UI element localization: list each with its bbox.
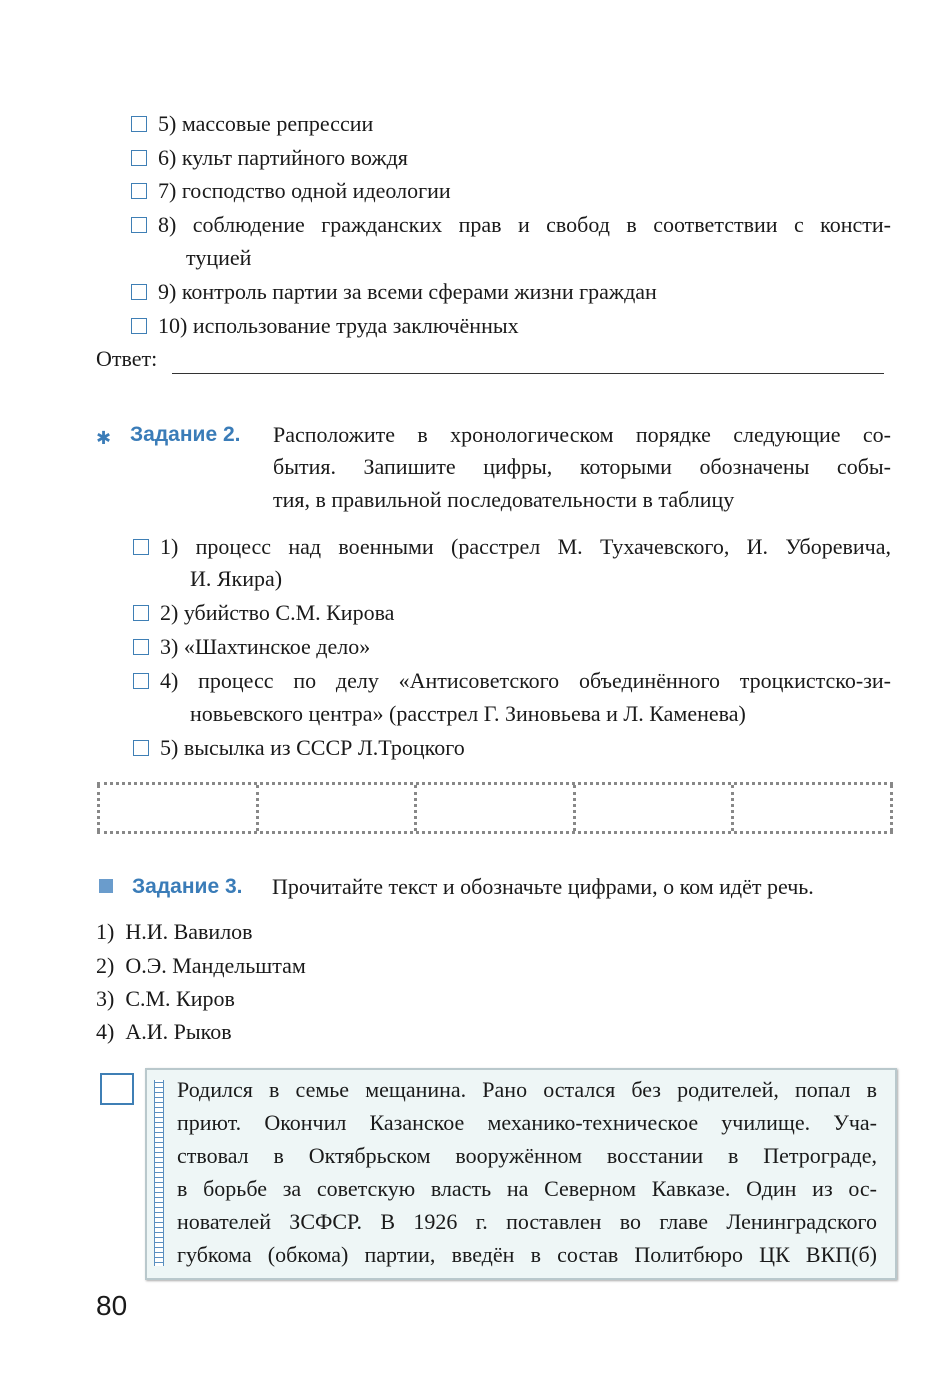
checkbox-item-6[interactable]: [131, 150, 147, 166]
answer-cell-1[interactable]: [97, 785, 256, 831]
list-item-continuation: И. Якира): [190, 566, 283, 591]
text-line: в борьбе за советскую власть на Северном Кавказе. Один из ос-: [177, 1176, 877, 1201]
checkbox-item-5[interactable]: [131, 116, 147, 132]
asterisk-icon: ✱: [96, 428, 112, 448]
list-item: 10) использование труда заключённых: [158, 313, 519, 338]
list-item: 9) контроль партии за всеми сферами жизни граждан: [158, 279, 657, 304]
text-line: Родился в семье мещанина. Рано остался без родителей, попал в: [177, 1077, 877, 1102]
list-item: 7) господство одной идеологии: [158, 178, 451, 203]
task3-instruction: Прочитайте текст и обозначьте цифрами, о ком идёт речь.: [272, 874, 814, 899]
text-line: приют. Окончил Казанское механико-техническое училище. Уча-: [177, 1110, 877, 1135]
list-item: 3) «Шахтинское дело»: [160, 634, 371, 659]
list-item: 4) процесс по делу «Антисоветского объединённого троцкистско-зи-: [160, 668, 891, 693]
checkbox-item-10[interactable]: [131, 318, 147, 334]
list-item: 1) процесс над военными (расстрел М. Тухачевского, И. Уборевича,: [160, 534, 891, 559]
text-box: [145, 1068, 897, 1280]
list-item: 5) высылка из СССР Л.Троцкого: [160, 735, 465, 760]
checkbox-item-7[interactable]: [131, 183, 147, 199]
square-marker-icon: [99, 879, 113, 893]
answer-cell-3[interactable]: [414, 785, 573, 831]
option-item: 4) А.И. Рыков: [96, 1019, 232, 1044]
checkbox-event-1[interactable]: [133, 539, 149, 555]
task2-instruction: бытия. Запишите цифры, которыми обозначены собы-: [273, 454, 891, 479]
option-item: 2) О.Э. Мандельштам: [96, 953, 306, 978]
list-item: 6) культ партийного вождя: [158, 145, 408, 170]
dotted-margin-decoration: [154, 1080, 164, 1266]
checkbox-event-4[interactable]: [133, 673, 149, 689]
answer-label: Ответ:: [96, 346, 158, 371]
task2-title: Задание 2.: [130, 423, 241, 446]
checkbox-event-2[interactable]: [133, 605, 149, 621]
checkbox-event-3[interactable]: [133, 639, 149, 655]
option-item: 1) Н.И. Вавилов: [96, 919, 253, 944]
list-item-continuation: туцией: [186, 245, 252, 270]
text-line: нователей ЗСФСР. В 1926 г. поставлен во главе Ленинградского: [177, 1209, 877, 1234]
checkbox-item-8[interactable]: [131, 217, 147, 233]
answer-cell-4[interactable]: [573, 785, 732, 831]
text-line: губкома (обкома) партии, введён в состав Политбюро ЦК ВКП(б): [177, 1242, 877, 1267]
list-item: 2) убийство С.М. Кирова: [160, 600, 395, 625]
list-item: 5) массовые репрессии: [158, 111, 374, 136]
option-item: 3) С.М. Киров: [96, 986, 235, 1011]
answer-cell-2[interactable]: [256, 785, 415, 831]
page-number: 80: [96, 1290, 128, 1321]
answer-cell-5[interactable]: [731, 785, 893, 831]
list-item: 8) соблюдение гражданских прав и свобод в соответствии с консти-: [158, 212, 891, 237]
task3-title: Задание 3.: [132, 875, 243, 898]
checkbox-item-9[interactable]: [131, 284, 147, 300]
answer-input-line[interactable]: [172, 373, 884, 374]
task2-instruction: тия, в правильной последовательности в таблицу: [273, 487, 735, 512]
text-line: ствовал в Октябрьском вооружённом восстании в Петрограде,: [177, 1143, 877, 1168]
list-item-continuation: новьевского центра» (расстрел Г. Зиновьева и Л. Каменева): [190, 701, 746, 726]
answer-table: [97, 782, 893, 834]
checkbox-event-5[interactable]: [133, 740, 149, 756]
answer-checkbox[interactable]: [100, 1073, 134, 1105]
task2-instruction: Расположите в хронологическом порядке следующие со-: [273, 422, 891, 447]
